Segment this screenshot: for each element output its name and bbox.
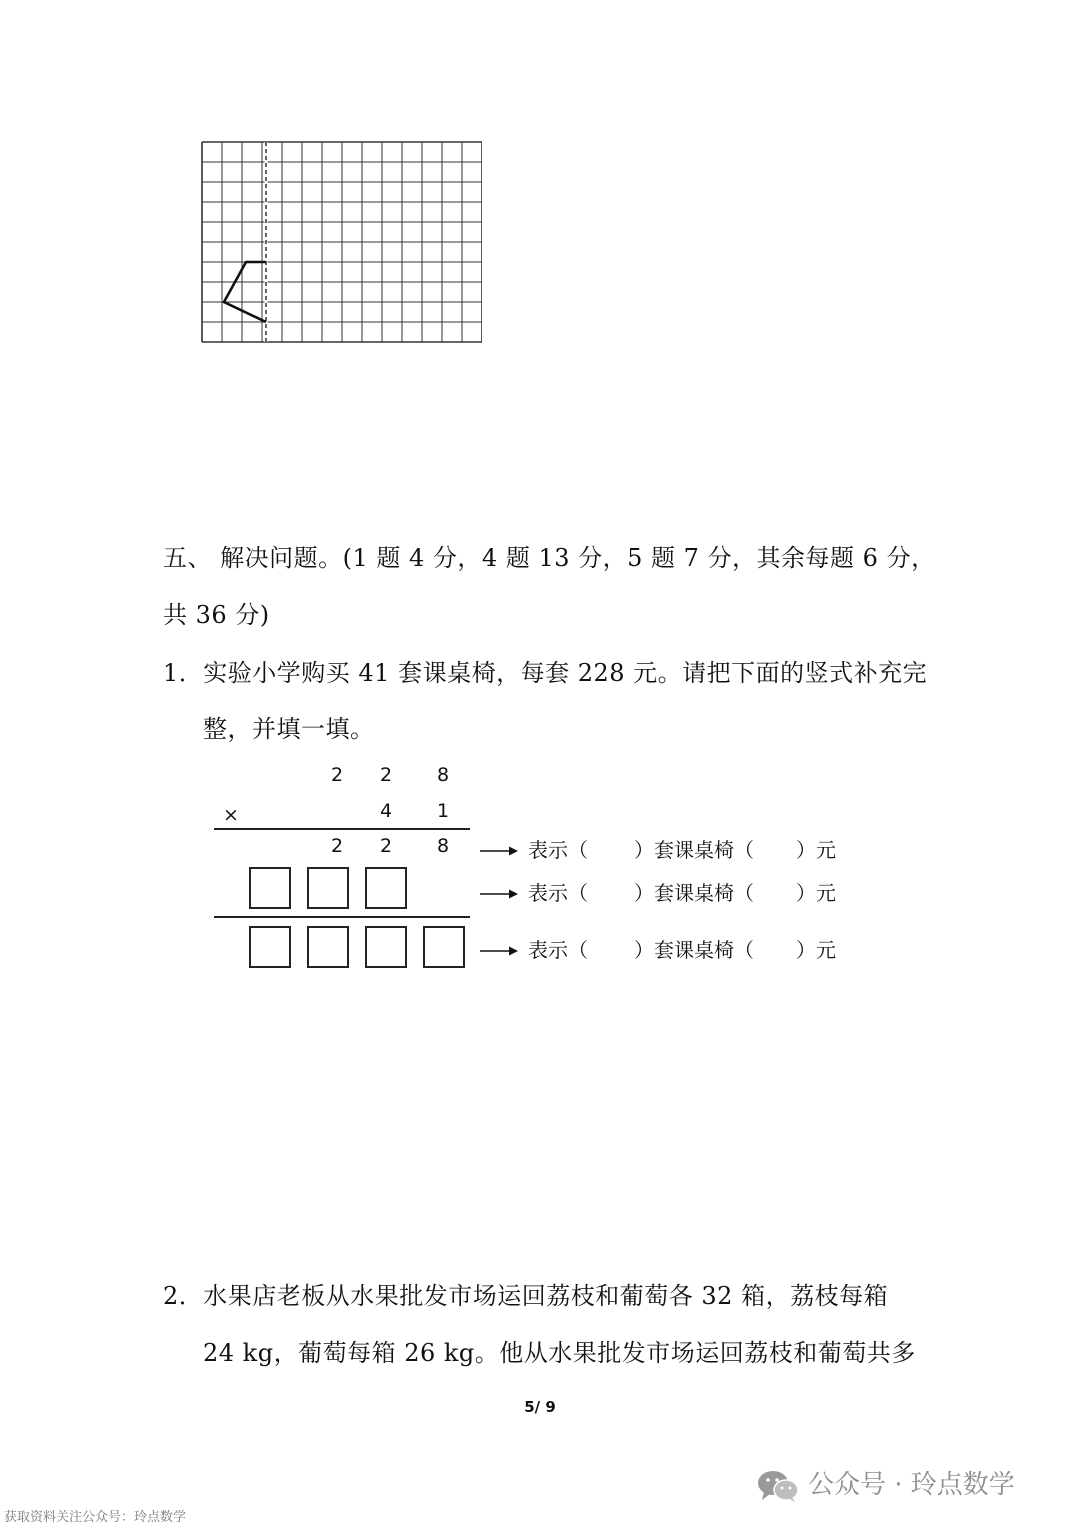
page-number: 5/ 9 bbox=[524, 1398, 556, 1416]
footer-note: 获取资料关注公众号：玲点数学 bbox=[4, 1510, 187, 1525]
problem1-line1: 1．实验小学购买 41 套课桌椅，每套 228 元。请把下面的竖式补充完 bbox=[163, 659, 928, 687]
multiplicand-digit: 2 bbox=[379, 764, 393, 786]
answer-box[interactable] bbox=[249, 926, 291, 968]
arrow-right-icon bbox=[480, 888, 518, 900]
answer-box[interactable] bbox=[249, 867, 291, 909]
multiply-operator: × bbox=[223, 804, 239, 826]
answer-box[interactable] bbox=[307, 926, 349, 968]
section-heading-line1: 五、 解决问题。(1 题 4 分，4 题 13 分，5 题 7 分，其余每题 6 分， bbox=[163, 544, 936, 572]
label-prefix: 表示（ bbox=[528, 938, 588, 962]
wechat-icon bbox=[756, 1469, 800, 1503]
partial1-digit: 2 bbox=[330, 835, 344, 857]
multiplicand-digit: 8 bbox=[436, 764, 450, 786]
answer-box[interactable] bbox=[365, 926, 407, 968]
problem1-line2: 整，并填一填。 bbox=[203, 715, 375, 743]
label-prefix: 表示（ bbox=[528, 881, 588, 905]
label-middle: ）套课桌椅（ bbox=[634, 881, 754, 905]
explanation-row-3 bbox=[480, 934, 836, 963]
answer-box[interactable] bbox=[365, 867, 407, 909]
multiplicand-digit: 2 bbox=[330, 764, 344, 786]
partial1-digit: 8 bbox=[436, 835, 450, 857]
explanation-row-1 bbox=[480, 834, 836, 863]
half-shape bbox=[224, 262, 266, 322]
answer-box[interactable] bbox=[423, 926, 465, 968]
partial1-digit: 2 bbox=[379, 835, 393, 857]
problem2-line1: 2．水果店老板从水果批发市场运回荔枝和葡萄各 32 箱，荔枝每箱 bbox=[163, 1282, 889, 1310]
label-middle: ）套课桌椅（ bbox=[634, 838, 754, 862]
label-prefix: 表示（ bbox=[528, 838, 588, 862]
watermark bbox=[756, 1464, 1015, 1503]
calc-underline-1 bbox=[214, 828, 470, 830]
label-suffix: ）元 bbox=[796, 881, 836, 905]
problem2-line2: 24 kg，葡萄每箱 26 kg。他从水果批发市场运回荔枝和葡萄共多 bbox=[203, 1339, 916, 1367]
multiplier-digit: 4 bbox=[379, 800, 393, 822]
arrow-right-icon bbox=[480, 845, 518, 857]
label-middle: ）套课桌椅（ bbox=[634, 938, 754, 962]
explanation-row-2 bbox=[480, 877, 836, 906]
label-suffix: ）元 bbox=[796, 938, 836, 962]
arrow-right-icon bbox=[480, 945, 518, 957]
label-suffix: ）元 bbox=[796, 838, 836, 862]
grid-svg bbox=[201, 141, 482, 345]
section-heading-line2: 共 36 分) bbox=[163, 601, 270, 629]
watermark-text: 公众号 · 玲点数学 bbox=[808, 1470, 1015, 1500]
symmetry-grid-figure bbox=[201, 141, 482, 345]
calc-underline-2 bbox=[214, 916, 470, 918]
answer-box[interactable] bbox=[307, 867, 349, 909]
multiplier-digit: 1 bbox=[436, 800, 450, 822]
